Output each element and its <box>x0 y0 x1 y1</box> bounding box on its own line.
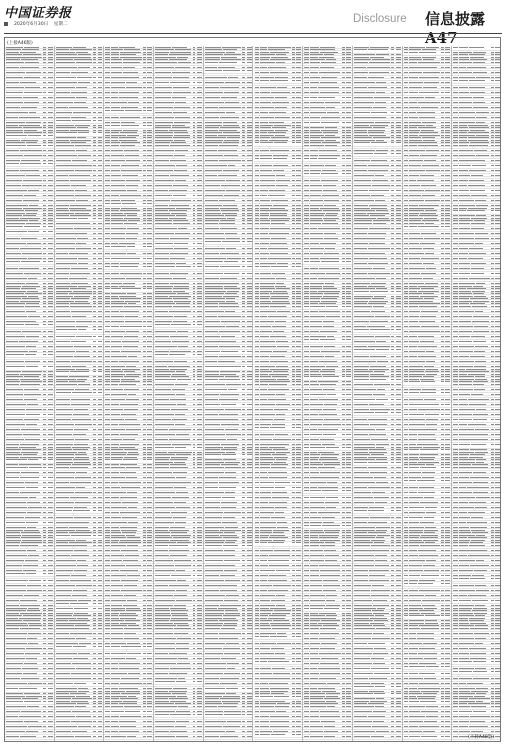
table-column <box>104 46 154 742</box>
issue-line <box>4 21 68 27</box>
table-column <box>5 46 55 742</box>
issue-date: 2020年6月30日 <box>14 22 48 27</box>
section-name-english: Disclosure <box>353 13 407 25</box>
square-bullet-icon <box>4 22 8 26</box>
continued-to-label: (下转A48版) <box>468 734 494 740</box>
masthead <box>0 0 506 34</box>
section-name-chinese: 信息披露 <box>425 10 485 28</box>
disclosure-table <box>5 46 501 742</box>
header-divider <box>4 33 502 34</box>
continued-from-label: (上接A46版) <box>7 40 33 46</box>
table-column <box>55 46 105 742</box>
disclosure-table-frame <box>4 37 501 742</box>
table-row <box>5 740 54 742</box>
newspaper-logo: 中国证券报 <box>4 2 72 21</box>
page-number: A47 <box>425 29 458 47</box>
table-row <box>55 740 104 742</box>
issue-weekday: 星期二 <box>54 22 68 27</box>
